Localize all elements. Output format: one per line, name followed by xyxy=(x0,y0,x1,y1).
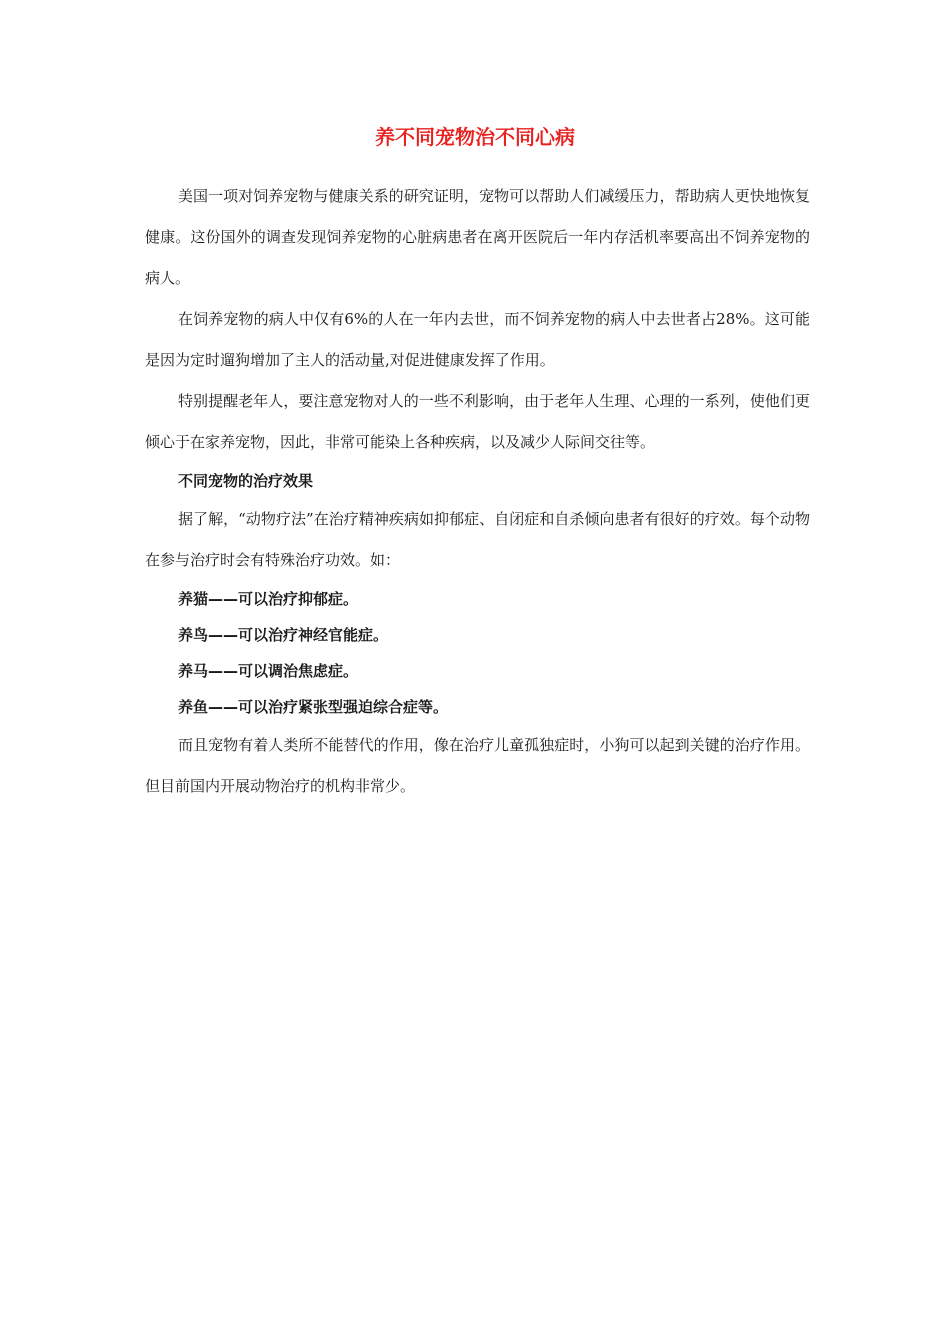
document-body xyxy=(145,176,810,807)
paragraph-closing: 而且宠物有着人类所不能替代的作用，像在治疗儿童孤独症时，小狗可以起到关键的治疗作用。但目前国内开展动物治疗的机构非常少。 xyxy=(145,736,810,795)
paragraph-statistics: 在饲养宠物的病人中仅有6%的人在一年内去世，而不饲养宠物的病人中去世者占28%。这可能是因为定时遛狗增加了主人的活动量,对促进健康发挥了作用。 xyxy=(145,310,810,369)
paragraph-animal-therapy: 据了解，“动物疗法”在治疗精神疾病如抑郁症、自闭症和自杀倾向患者有很好的疗效。每个动物在参与治疗时会有特殊治疗功效。如： xyxy=(145,510,810,569)
paragraph-research: 美国一项对饲养宠物与健康关系的研究证明，宠物可以帮助人们减缓压力，帮助病人更快地恢复健康。这份国外的调查发现饲养宠物的心脏病患者在离开医院后一年内存活机率要高出不饲养宠物的病人。 xyxy=(145,187,810,287)
effect-item-fish: 养鱼——可以治疗紧张型强迫综合症等。 xyxy=(178,698,449,716)
page-title: 养不同宠物治不同心病 xyxy=(375,125,575,149)
section-heading: 不同宠物的治疗效果 xyxy=(178,472,314,490)
effect-item-cat: 养猫——可以治疗抑郁症。 xyxy=(178,590,359,608)
effect-item-horse: 养马——可以调治焦虑症。 xyxy=(178,662,359,680)
effect-item-bird: 养鸟——可以治疗神经官能症。 xyxy=(178,626,389,644)
paragraph-elderly-warning: 特别提醒老年人，要注意宠物对人的一些不利影响，由于老年人生理、心理的一系列，使他们更倾心于在家养宠物，因此，非常可能染上各种疾病，以及减少人际间交往等。 xyxy=(145,392,810,451)
